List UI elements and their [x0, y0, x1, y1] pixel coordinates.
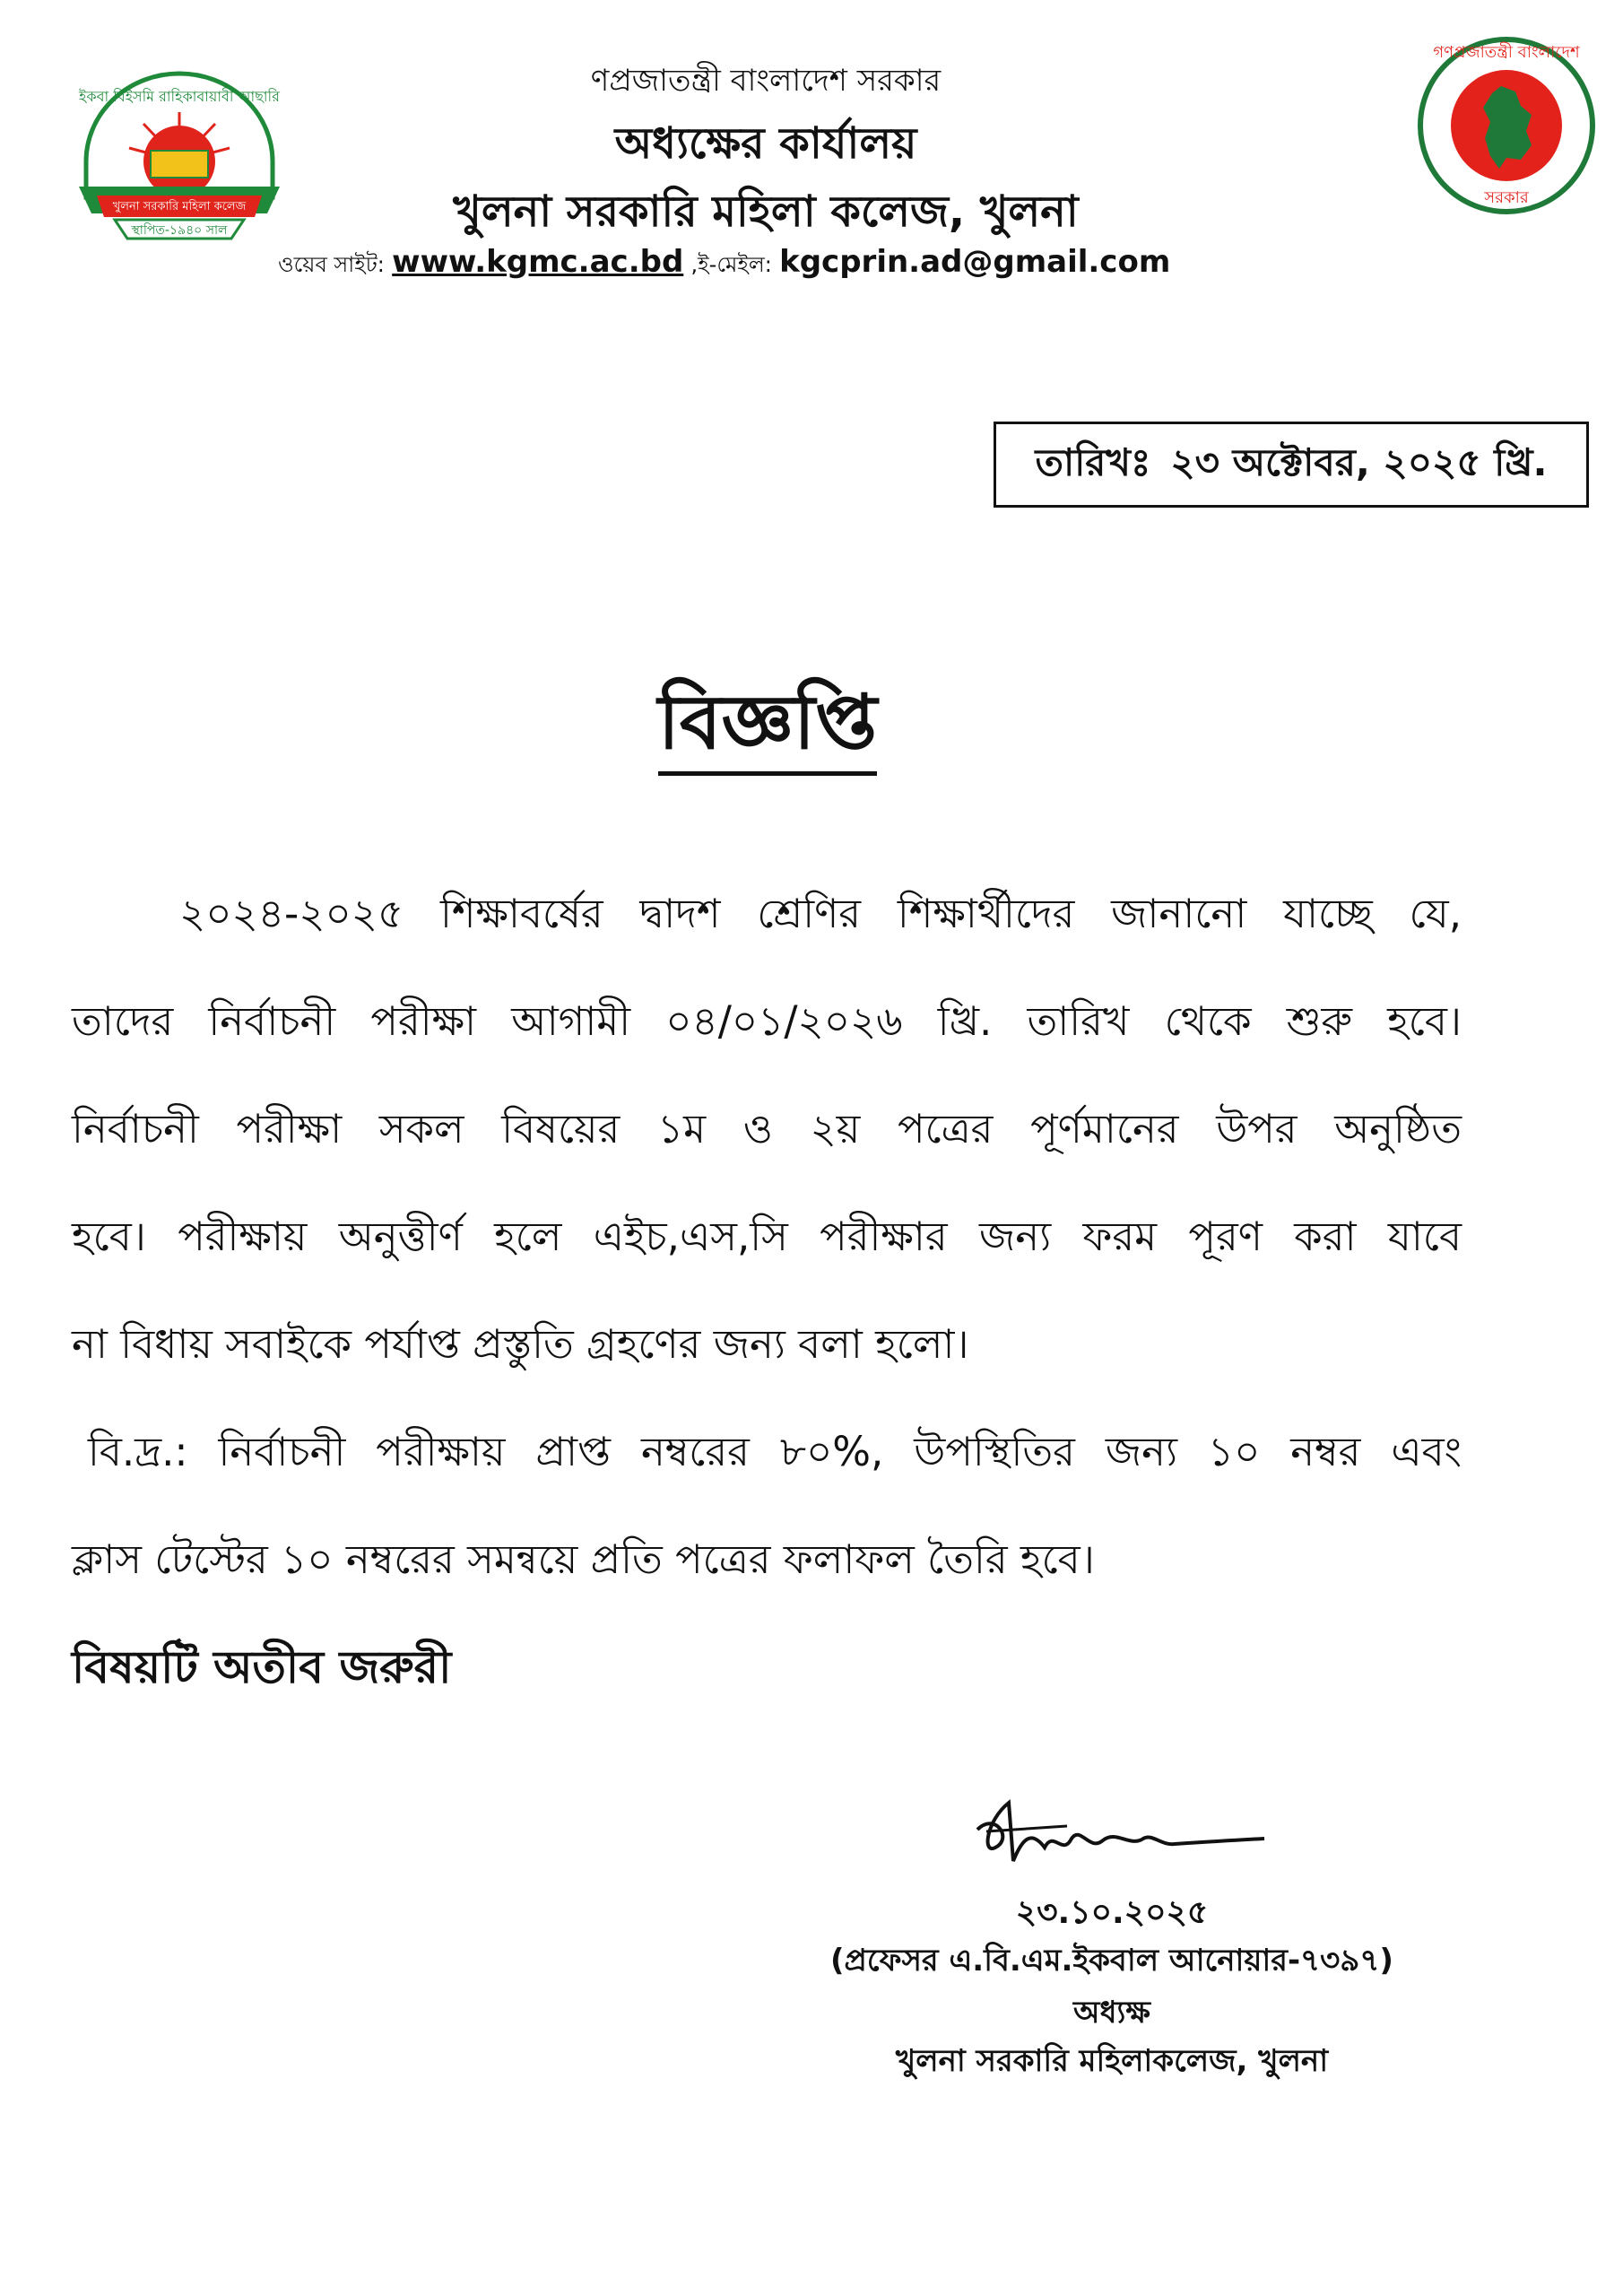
contact-line [278, 244, 1170, 284]
urgent-text: বিষয়টি অতীব জরুরী [72, 1641, 452, 1693]
body-line-2: তাদের নির্বাচনী পরীক্ষা আগামী ০৪/০১/২০২৬ খ্রি. তারিখ থেকে শুরু হবে। [72, 997, 1462, 1045]
svg-text:সরকার: সরকার [1484, 188, 1529, 207]
body-line-4: হবে। পরীক্ষায় অনুত্তীর্ণ হলে এইচ,এস,সি পরীক্ষার জন্য ফরম পূরণ করা যাবে [72, 1213, 1462, 1260]
email-label: ,ই-মেইল: [690, 252, 772, 277]
signature-date: ২৩.১০.২০২৫ [1015, 1894, 1209, 1931]
notice-title [0, 664, 1535, 790]
body-line-3: নির্বাচনী পরীক্ষা সকল বিষয়ের ১ম ও ২য় পত্রের পূর্ণমানের উপর অনুষ্ঠিত [72, 1105, 1462, 1152]
svg-text:স্থাপিত-১৯৪০ সাল: স্থাপিত-১৯৪০ সাল [131, 223, 228, 238]
body-line-5: না বিধায় সবাইকে পর্যাপ্ত প্রস্তুতি গ্রহণের জন্য বলা হলো। [72, 1320, 969, 1368]
email-link[interactable]: kgcprin.ad@gmail.com [779, 244, 1171, 280]
government-line: ণপ্রজাতন্ত্রী বাংলাদেশ সরকার [590, 63, 942, 99]
signatory-college: খুলনা সরকারি মহিলাকলেজ, খুলনা [895, 2043, 1329, 2079]
signatory-designation: অধ্যক্ষ [1073, 1995, 1150, 2031]
svg-text:খুলনা সরকারি মহিলা কলেজ: খুলনা সরকারি মহিলা কলেজ [112, 200, 247, 213]
note-line-1: বি.দ্র.: নির্বাচনী পরীক্ষায় প্রাপ্ত নম্বরের ৮০%, উপস্থিতির জন্য ১০ নম্বর এবং [88, 1428, 1462, 1475]
svg-text:ইকবা বিইসমি রাহিকাবায়াবী আছার: ইকবা বিইসমি রাহিকাবায়াবী আছারি [79, 88, 280, 105]
date-value: ২৩ অক্টোবর, ২০২৫ খ্রি. [1170, 439, 1548, 484]
date-label: তারিখঃ [1035, 439, 1151, 484]
office-title: অধ্যক্ষের কার্যালয় [614, 118, 917, 169]
note-line-2: ক্লাস টেস্টের ১০ নম্বরের সমন্বয়ে প্রতি পত্রের ফলাফল তৈরি হবে। [72, 1535, 1095, 1583]
body-line-1: ২০২৪-২০২৫ শিক্ষাবর্ষের দ্বাদশ শ্রেণির শিক্ষার্থীদের জানানো যাচ্ছে যে, [179, 890, 1462, 937]
date-box [994, 422, 1589, 508]
website-label: ওয়েব সাইট: [278, 252, 385, 277]
signature-image [959, 1776, 1273, 1883]
website-link[interactable]: www.kgmc.ac.bd [392, 244, 684, 280]
svg-text:গণপ্রজাতন্ত্রী বাংলাদেশ: গণপ্রজাতন্ত্রী বাংলাদেশ [1433, 43, 1580, 62]
college-name: খুলনা সরকারি মহিলা কলেজ, খুলনা [453, 187, 1079, 237]
notice-title-text: বিজ্ঞপ্তি [658, 678, 877, 776]
signatory-name: (প্রফেসর এ.বি.এম.ইকবাল আনোয়ার-৭৩৯৭) [830, 1943, 1393, 1979]
